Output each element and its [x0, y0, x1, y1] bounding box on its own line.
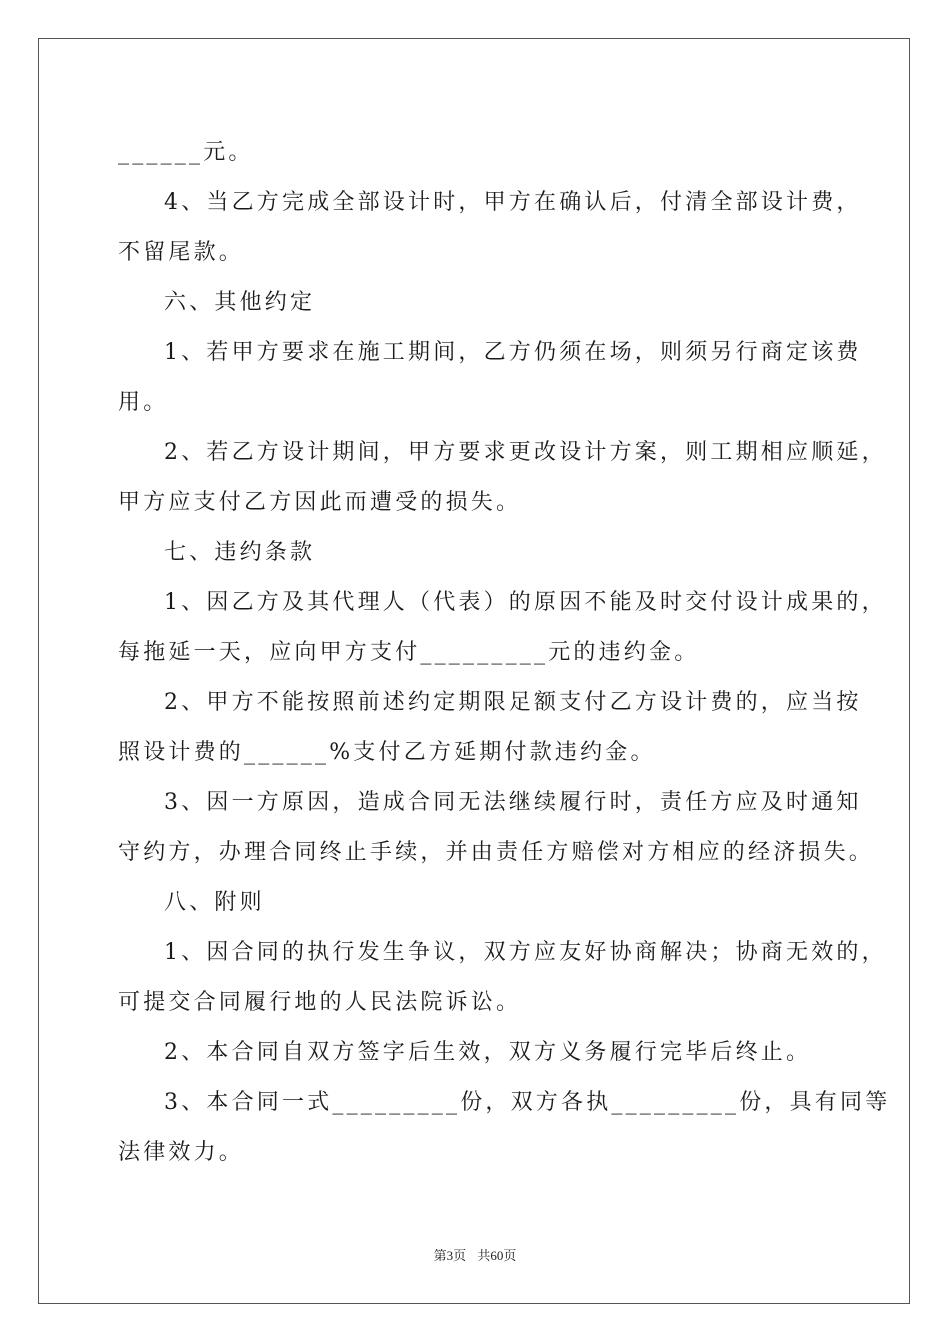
text-line: 照设计费的______%支付乙方延期付款违约金。	[118, 740, 656, 765]
text-line: 2、本合同自双方签字后生效，双方义务履行完毕后终止。	[164, 1040, 812, 1065]
section-heading: 六、其他约定	[164, 290, 316, 315]
section-heading: 七、违约条款	[164, 540, 316, 565]
text-line: 1、因合同的执行发生争议，双方应友好协商解决；协商无效的，	[164, 940, 887, 965]
page-number: 第3页	[433, 1248, 467, 1263]
text-line: 3、因一方原因，造成合同无法继续履行时，责任方应及时通知	[164, 790, 862, 815]
text-line: 用。	[118, 390, 169, 415]
text-line: 甲方应支付乙方因此而遭受的损失。	[118, 490, 522, 515]
text-line: 1、因乙方及其代理人（代表）的原因不能及时交付设计成果的，	[164, 590, 887, 615]
text-line: ______元。	[118, 140, 254, 165]
text-line: 4、当乙方完成全部设计时，甲方在确认后，付清全部设计费，	[164, 190, 862, 215]
text-line: 不留尾款。	[118, 240, 245, 265]
section-heading: 八、附则	[164, 890, 265, 915]
page-total: 共60页	[477, 1248, 517, 1263]
document-body	[118, 128, 891, 1178]
text-line: 法律效力。	[118, 1140, 245, 1165]
page-footer	[0, 1245, 950, 1264]
text-line: 2、若乙方设计期间，甲方要求更改设计方案，则工期相应顺延，	[164, 440, 887, 465]
text-line: 守约方，办理合同终止手续，并由责任方赔偿对方相应的经济损失。	[118, 840, 875, 865]
text-line: 每拖延一天，应向甲方支付_________元的违约金。	[118, 640, 700, 665]
text-line: 2、甲方不能按照前述约定期限足额支付乙方设计费的，应当按	[164, 690, 862, 715]
text-line: 可提交合同履行地的人民法院诉讼。	[118, 990, 522, 1015]
text-line: 1、若甲方要求在施工期间，乙方仍须在场，则须另行商定该费	[164, 340, 862, 365]
text-line: 3、本合同一式_________份，双方各执_________份，具有同等	[164, 1090, 891, 1115]
